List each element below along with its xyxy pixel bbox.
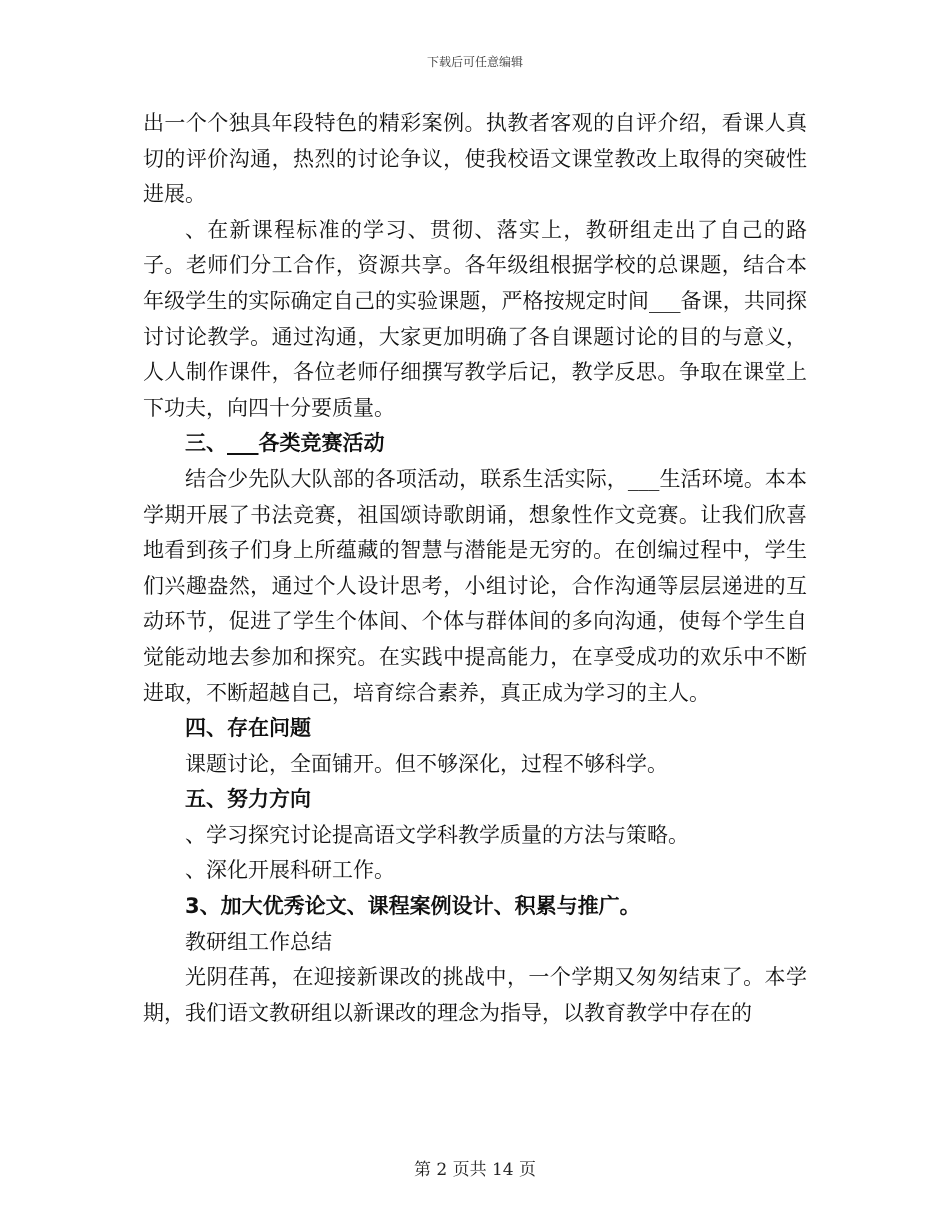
list-item-direction-1: 、学习探究讨论提高语文学科教学质量的方法与策略。: [185, 822, 689, 847]
section-heading-direction: 五、努力方向: [185, 787, 311, 812]
document-subtitle: 教研组工作总结: [185, 929, 332, 954]
list-item-direction-3: 3、加大优秀论文、课程案例设计、积累与推广。: [185, 894, 641, 919]
paragraph-problems: 课题讨论，全面铺开。但不够深化，过程不够科学。: [185, 751, 668, 776]
paragraph-case-summary: 出一个个独具年段特色的精彩案例。执教者客观的自评介绍，看课人真切的评价沟通，热烈的讨论争议，使我校语文课堂教改上取得的突破性进展。: [143, 111, 807, 207]
paragraph-summary-intro: 光阴荏苒，在迎接新课改的挑战中，一个学期又匆匆结束了。本学期，我们语文教研组以新课改的理念为指导，以教育教学中存在的: [143, 965, 807, 1025]
page-header: 下载后可任意编辑: [426, 55, 523, 69]
list-item-direction-2: 、深化开展科研工作。: [185, 858, 395, 883]
page-footer: 第 2 页共 14 页: [413, 1160, 537, 1180]
section-heading-problems: 四、存在问题: [185, 716, 311, 741]
section-heading-competitions: 三、___各类竞赛活动: [185, 431, 385, 456]
document-body: [143, 106, 807, 1031]
paragraph-curriculum-standards: 、在新课程标准的学习、贯彻、落实上，教研组走出了自己的路子。老师们分工合作，资源共享。各年级组根据学校的总课题，结合本年级学生的实际确定自己的实验课题，严格按规定时间___备课，共同探讨讨论教学。通过沟通，大家更加明确了各自课题讨论的目的与意义，人人制作课件，各位老师仔细撰写教学后记，教学反思。争取在课堂上下功夫，向四十分要质量。: [143, 217, 807, 420]
paragraph-competitions: 结合少先队大队部的各项活动，联系生活实际，___生活环境。本本学期开展了书法竞赛，祖国颂诗歌朗诵，想象性作文竞赛。让我们欣喜地看到孩子们身上所蕴藏的智慧与潜能是无穷的。在创编过程中，学生们兴趣盎然，通过个人设计思考，小组讨论，合作沟通等层层递进的互动环节，促进了学生个体间、个体与群体间的多向沟通，使每个学生自觉能动地去参加和探究。在实践中提高能力，在享受成功的欢乐中不断进取，不断超越自己，培育综合素养，真正成为学习的主人。: [143, 466, 807, 705]
